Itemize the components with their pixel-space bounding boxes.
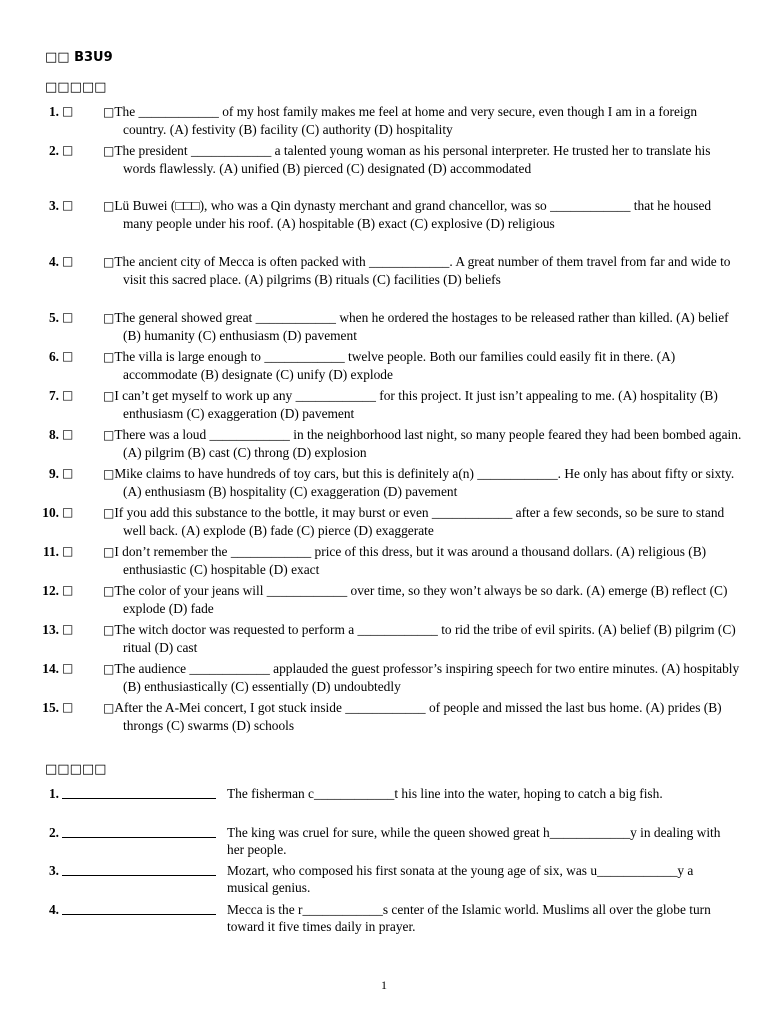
answer-blank[interactable] [62,862,216,876]
question-number: 7. [48,388,59,403]
question-number: 15. [42,700,59,715]
answer-bracket: □ [103,506,115,520]
answer-bracket: □ [103,428,115,442]
question-text [103,142,743,177]
answer-bracket: □ [103,545,115,559]
question-text [103,253,743,288]
question-number: 5. [48,310,59,325]
answer-box[interactable]: □ [62,143,74,157]
answer-box[interactable]: □ [62,427,74,441]
answer-box[interactable]: □ [62,700,74,714]
question-body: There was a loud ____________ in the neighborhood last night, so many people feared they had been bombed again. (A) pilgrim (B) cast (C) throng (D) explosion [114,427,742,460]
question-text [103,504,743,539]
answer-box[interactable]: □ [62,349,74,363]
question-number: 10. [42,505,59,520]
answer-box[interactable]: □ [62,583,74,597]
worksheet-title: □□ B3U9 [45,50,113,65]
question-number: 13. [42,622,59,637]
answer-bracket: □ [103,144,115,158]
fill-in-number: 1. [48,786,59,801]
fill-in-text: Mecca is the r____________s center of the Islamic world. Muslims all over the globe turn toward it five times daily in prayer. [227,902,711,934]
section-1-heading: □□□□□ [45,80,107,95]
fill-in-text: Mozart, who composed his first sonata at the young age of six, was u____________y a musical genius. [227,863,694,895]
fill-in-number: 4. [48,902,59,917]
fill-in-number: 2. [48,825,59,840]
answer-bracket: □ [103,662,115,676]
question-body: The audience ____________ applauded the guest professor’s inspiring speech for two entire minutes. (A) hospitably (B) enthusiastically (C) essentially (D) undoubtedly [114,661,740,694]
answer-box[interactable]: □ [62,388,74,402]
question-body: The villa is large enough to ____________ twelve people. Both our families could easily fit in there. (A) accommodate (B) designate (C) unify (D) explode [114,349,676,382]
page-number: 1 [381,978,387,992]
answer-box[interactable]: □ [62,544,74,558]
question-text [103,660,743,695]
answer-bracket: □ [103,623,115,637]
answer-bracket: □ [103,584,115,598]
question-text [103,348,743,383]
question-number: 11. [43,544,59,559]
question-body: The witch doctor was requested to perform a ____________ to rid the tribe of evil spirits. (A) belief (B) pilgrim (C) ritual (D) cast [114,622,736,655]
section-2-heading: □□□□□ [45,762,107,777]
question-text [103,465,743,500]
answer-blank[interactable] [62,824,216,838]
question-text [103,543,743,578]
question-number: 9. [48,466,59,481]
fill-in-number: 3. [48,863,59,878]
question-text [103,582,743,617]
question-text [103,197,743,232]
answer-box[interactable]: □ [62,310,74,324]
answer-bracket: □ [103,199,115,213]
question-text [103,621,743,656]
question-body: The ancient city of Mecca is often packed with ____________. A great number of them travel from far and wide to visit this sacred place. (A) pilgrims (B) rituals (C) facilities (D) beliefs [114,254,731,287]
question-body: Lü Buwei (□□□), who was a Qin dynasty merchant and grand chancellor, was so ____________ that he housed many people under his roof. (A) hospitable (B) exact (C) explosive (D) religious [114,198,712,231]
question-number: 3. [48,198,59,213]
answer-box[interactable]: □ [62,254,74,268]
question-body: Mike claims to have hundreds of toy cars, but this is definitely a(n) ____________. He only has about fifty or sixty. (A) enthusiasm (B) hospitality (C) exaggeration (D) pavement [114,466,735,499]
question-number: 8. [48,427,59,442]
answer-box[interactable]: □ [62,661,74,675]
answer-box[interactable]: □ [62,622,74,636]
question-text [103,699,743,734]
answer-box[interactable]: □ [62,104,74,118]
question-text [103,426,743,461]
question-body: If you add this substance to the bottle, it may burst or even ____________ after a few seconds, so be sure to stand well back. (A) explode (B) fade (C) pierce (D) exaggerate [114,505,725,538]
question-text [103,387,743,422]
answer-box[interactable]: □ [62,505,74,519]
answer-bracket: □ [103,701,115,715]
answer-box[interactable]: □ [62,466,74,480]
answer-blank[interactable] [62,785,216,799]
question-text [103,309,743,344]
question-number: 14. [42,661,59,676]
answer-bracket: □ [103,311,115,325]
question-number: 2. [48,143,59,158]
answer-box[interactable]: □ [62,198,74,212]
fill-in-text: The fisherman c____________t his line into the water, hoping to catch a big fish. [227,786,663,801]
answer-bracket: □ [103,467,115,481]
answer-bracket: □ [103,105,115,119]
answer-bracket: □ [103,255,115,269]
question-body: The ____________ of my host family makes me feel at home and very secure, even though I am in a foreign country. (A) festivity (B) facility (C) authority (D) hospitality [114,104,698,137]
question-body: The color of your jeans will ____________ over time, so they won’t always be so dark. (A) emerge (B) reflect (C) explode (D) fade [114,583,728,616]
answer-blank[interactable] [62,901,216,915]
question-body: The general showed great ____________ when he ordered the hostages to be released rather than killed. (A) belief (B) humanity (C) enthusiasm (D) pavement [114,310,729,343]
answer-bracket: □ [103,350,115,364]
question-text [103,103,743,138]
question-body: I can’t get myself to work up any ____________ for this project. It just isn’t appealing to me. (A) hospitality (B) enthusiasm (C) exaggeration (D) pavement [114,388,718,421]
question-number: 1. [48,104,59,119]
question-body: I don’t remember the ____________ price of this dress, but it was around a thousand dollars. (A) religious (B) enthusiastic (C) hospitable (D) exact [114,544,707,577]
question-number: 6. [48,349,59,364]
question-body: The president ____________ a talented young woman as his personal interpreter. He trusted her to translate his words flawlessly. (A) unified (B) pierced (C) designated (D) accommodated [114,143,711,176]
question-body: After the A-Mei concert, I got stuck inside ____________ of people and missed the last bus home. (A) prides (B) throngs (C) swarms (D) schools [114,700,722,733]
answer-bracket: □ [103,389,115,403]
fill-in-text: The king was cruel for sure, while the queen showed great h____________y in dealing with her people. [227,825,721,857]
question-number: 4. [48,254,59,269]
question-number: 12. [42,583,59,598]
